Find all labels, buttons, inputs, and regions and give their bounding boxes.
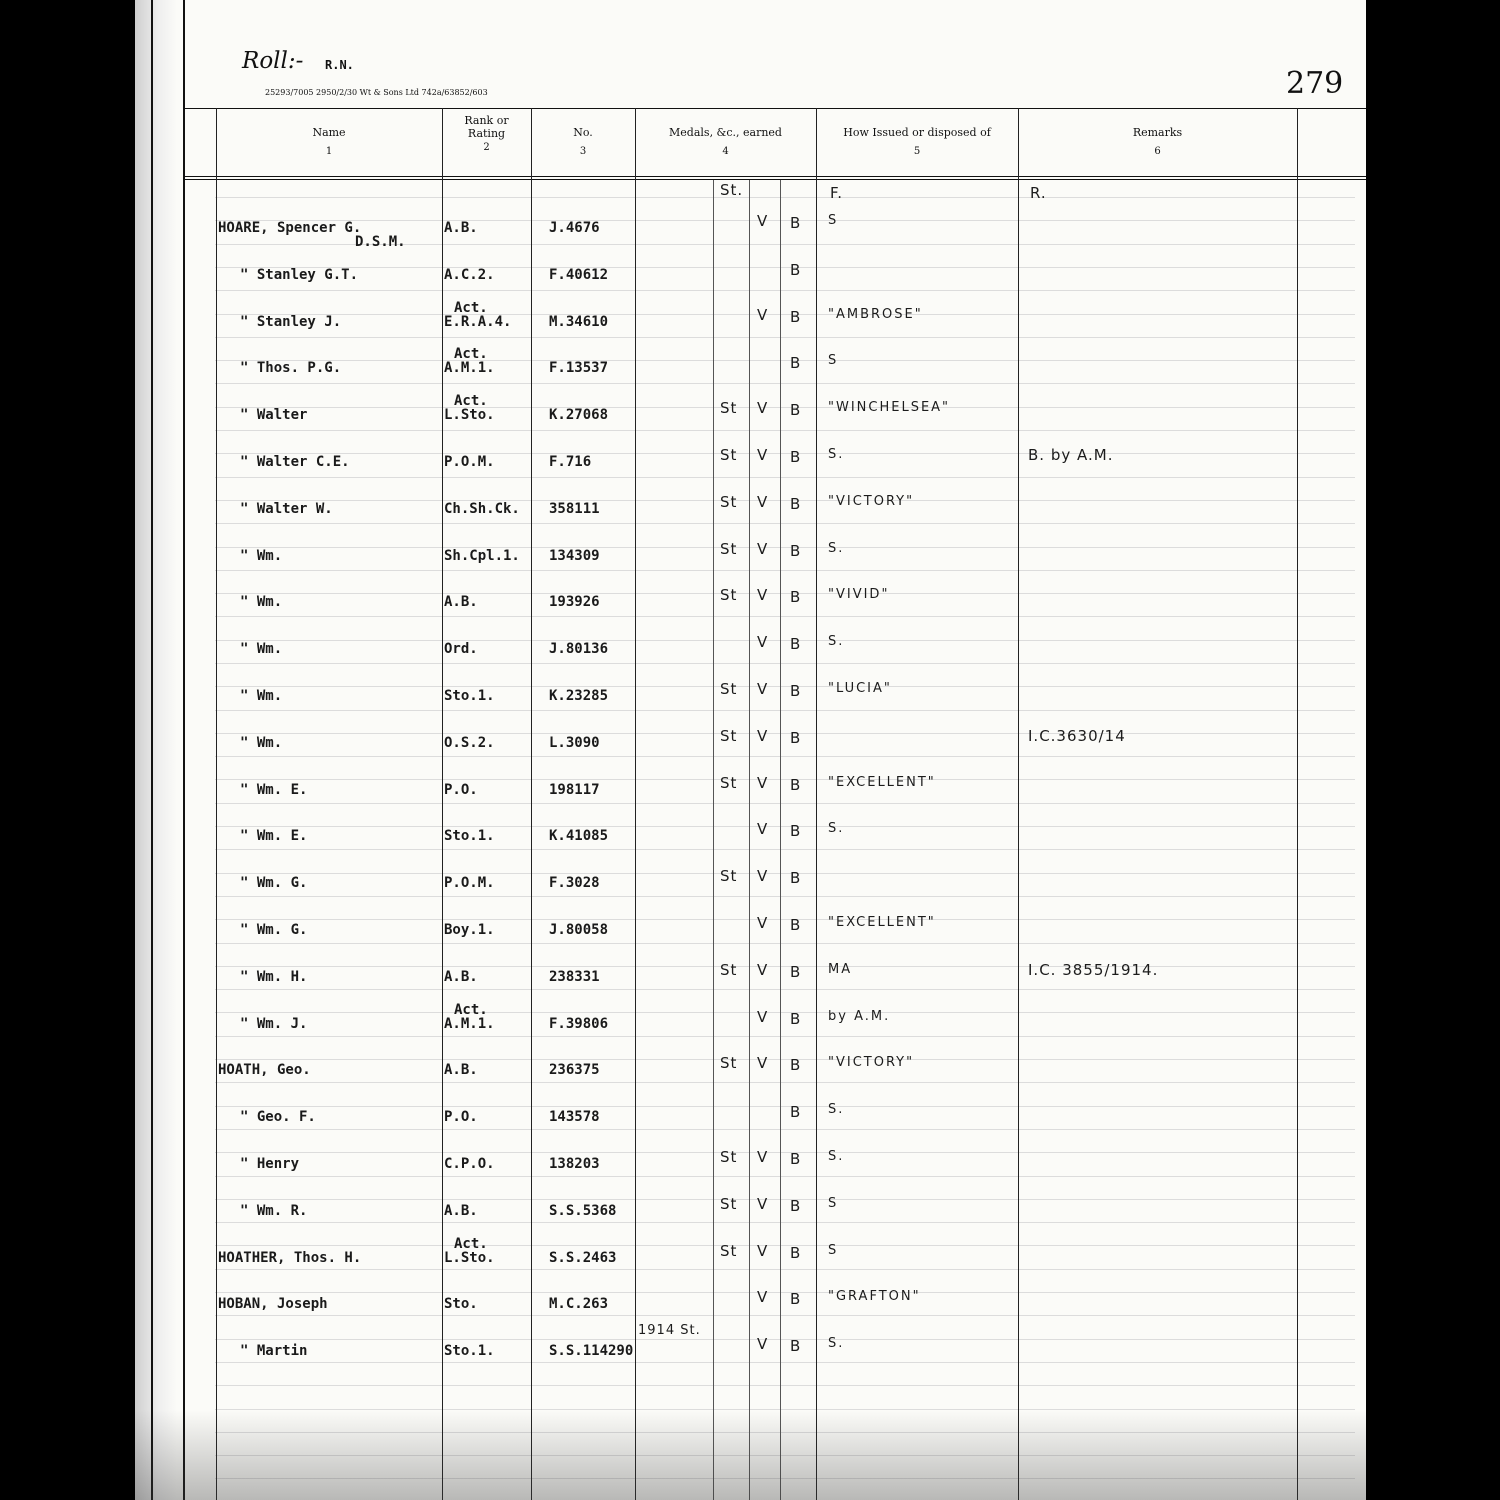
ruled-line xyxy=(215,1012,1355,1013)
medal-british-mark: B xyxy=(790,635,802,653)
entry-rank: Boy.1. xyxy=(444,922,495,938)
ruled-line xyxy=(215,1222,1355,1223)
medal-british-mark: B xyxy=(790,1290,802,1308)
ruled-line xyxy=(215,267,1355,268)
entry-issued: "WINCHELSEA" xyxy=(828,400,951,415)
entry-rank: O.S.2. xyxy=(444,735,495,751)
medal-british-mark: B xyxy=(790,729,802,747)
entry-rank: A.B. xyxy=(444,1203,478,1219)
entry-name: " Wm. G. xyxy=(240,875,308,891)
header-top-rule xyxy=(183,108,1366,109)
medal-subcolumn-separator xyxy=(749,180,750,1500)
entry-name: " Wm. H. xyxy=(240,969,308,985)
ruled-line xyxy=(215,1269,1355,1270)
entry-issued: S xyxy=(828,353,839,368)
entry-issued: "VICTORY" xyxy=(828,494,915,509)
medal-subcolumn-separator xyxy=(780,180,781,1500)
ruled-line xyxy=(215,1339,1355,1340)
entry-number: K.27068 xyxy=(549,407,609,423)
entry-rank-line2: L.Sto. xyxy=(444,1250,495,1266)
entry-name: " Wm. xyxy=(240,594,283,610)
medal-british-mark: B xyxy=(790,869,802,887)
medal-british-mark: B xyxy=(790,214,802,232)
entry-name: HOATH, Geo. xyxy=(218,1062,311,1078)
entry-issued: S. xyxy=(828,447,845,462)
medal-victory-mark: V xyxy=(757,493,769,511)
medal-british-mark: B xyxy=(790,1150,802,1168)
entry-number: J.80058 xyxy=(549,922,609,938)
header-bottom-rule xyxy=(183,179,1366,180)
st-column-mark: St. xyxy=(720,181,744,199)
entry-rank: P.O.M. xyxy=(444,875,495,891)
entry-number: 134309 xyxy=(549,548,600,564)
ruled-line xyxy=(215,500,1355,501)
medal-victory-mark: V xyxy=(757,586,769,604)
medal-victory-mark: V xyxy=(757,446,769,464)
entry-rank-line2: E.R.A.4. xyxy=(444,314,512,330)
entry-number: 358111 xyxy=(549,501,600,517)
medal-british-mark: B xyxy=(790,261,802,279)
entry-issued: S. xyxy=(828,1149,845,1164)
column-separator xyxy=(1018,108,1019,1500)
header-bottom-rule xyxy=(183,176,1366,177)
medal-british-mark: B xyxy=(790,963,802,981)
entry-rank: A.B. xyxy=(444,594,478,610)
ruled-line xyxy=(215,290,1355,291)
ruled-line xyxy=(215,337,1355,338)
column-header-remarks: Remarks 6 xyxy=(1132,126,1183,157)
entry-name: " Wm. xyxy=(240,688,283,704)
entry-name: " Geo. F. xyxy=(240,1109,316,1125)
entry-issued: "VICTORY" xyxy=(828,1055,915,1070)
entry-number: M.C.263 xyxy=(549,1296,609,1312)
medal-british-mark: B xyxy=(790,1056,802,1074)
entry-issued: by A.M. xyxy=(828,1009,891,1024)
medal-star-mark: St xyxy=(720,540,738,558)
entry-number: L.3090 xyxy=(549,735,600,751)
medal-victory-mark: V xyxy=(757,1195,769,1213)
entry-number: 193926 xyxy=(549,594,600,610)
entry-name: " Stanley G.T. xyxy=(240,267,359,283)
medal-victory-mark: V xyxy=(757,399,769,417)
column-separator xyxy=(1297,108,1298,1500)
entry-number: M.34610 xyxy=(549,314,609,330)
medal-star-mark: St xyxy=(720,680,738,698)
column-separator xyxy=(216,108,217,1500)
entry-number: S.S.2463 xyxy=(549,1250,617,1266)
column-header-issued: How Issued or disposed of 5 xyxy=(843,126,991,157)
entry-number: 138203 xyxy=(549,1156,600,1172)
entry-issued: S. xyxy=(828,1336,845,1351)
margin-line xyxy=(183,0,185,1500)
entry-issued: "EXCELLENT" xyxy=(828,915,936,930)
medal-british-mark: B xyxy=(790,354,802,372)
ruled-line xyxy=(215,1478,1355,1479)
entry-name: " Wm. E. xyxy=(240,782,308,798)
ruled-line xyxy=(215,616,1355,617)
entry-name: HOATHER, Thos. H. xyxy=(218,1250,362,1266)
ruled-line xyxy=(215,477,1355,478)
entry-rank-line2: L.Sto. xyxy=(444,407,495,423)
ruled-line xyxy=(215,197,1355,198)
entry-rank: Sto.1. xyxy=(444,688,495,704)
entry-name: " Wm. xyxy=(240,548,283,564)
medal-star-mark: St xyxy=(720,867,738,885)
medal-british-mark: B xyxy=(790,448,802,466)
ruled-line xyxy=(215,1245,1355,1246)
entry-name: HOBAN, Joseph xyxy=(218,1296,328,1312)
ruled-line xyxy=(215,523,1355,524)
medal-victory-mark: V xyxy=(757,306,769,324)
medal-british-mark: B xyxy=(790,495,802,513)
medal-star-mark: St xyxy=(720,446,738,464)
entry-name: " Thos. P.G. xyxy=(240,360,342,376)
ruled-line xyxy=(215,593,1355,594)
medal-victory-mark: V xyxy=(757,914,769,932)
entry-number: F.40612 xyxy=(549,267,609,283)
ruled-line xyxy=(215,1455,1355,1456)
medal-subcolumn-separator xyxy=(713,180,714,1500)
ruled-line xyxy=(215,779,1355,780)
entry-number: S.S.114290 xyxy=(549,1343,634,1359)
ruled-line xyxy=(215,943,1355,944)
ruled-line xyxy=(215,1036,1355,1037)
medal-victory-mark: V xyxy=(757,680,769,698)
issued-column-mark: F. xyxy=(830,184,843,202)
medal-victory-mark: V xyxy=(757,961,769,979)
column-header-number: No. 3 xyxy=(573,126,593,157)
entry-rank: A.B. xyxy=(444,969,478,985)
medal-star-mark: St xyxy=(720,961,738,979)
medal-star-mark: St xyxy=(720,1242,738,1260)
entry-name: " Wm. E. xyxy=(240,828,308,844)
binding-spine xyxy=(135,0,177,1500)
column-header-rank: Rank or Rating 2 xyxy=(464,114,509,153)
entry-rank: A.C.2. xyxy=(444,267,495,283)
entry-name: HOARE, Spencer G. xyxy=(218,220,362,236)
medal-british-mark: B xyxy=(790,1197,802,1215)
entry-rank-line2: A.M.1. xyxy=(444,1016,495,1032)
column-separator xyxy=(635,108,636,1500)
star-1914-note: 1914 St. xyxy=(638,1323,701,1338)
medal-star-mark: St xyxy=(720,493,738,511)
entry-name: " Walter W. xyxy=(240,501,333,517)
entry-rank: P.O. xyxy=(444,782,478,798)
entry-issued: S xyxy=(828,213,839,228)
entry-rank: Act. xyxy=(454,300,488,316)
medal-victory-mark: V xyxy=(757,633,769,651)
medal-star-mark: St xyxy=(720,1195,738,1213)
medal-british-mark: B xyxy=(790,776,802,794)
entry-issued: S. xyxy=(828,541,845,556)
entry-issued: "GRAFTON" xyxy=(828,1289,921,1304)
ruled-line xyxy=(215,733,1355,734)
medal-victory-mark: V xyxy=(757,774,769,792)
entry-rank: Sto.1. xyxy=(444,1343,495,1359)
ruled-line xyxy=(215,1292,1355,1293)
entry-rank: A.B. xyxy=(444,220,478,236)
ruled-line xyxy=(215,1432,1355,1433)
entry-number: S.S.5368 xyxy=(549,1203,617,1219)
medal-british-mark: B xyxy=(790,1010,802,1028)
medal-british-mark: B xyxy=(790,682,802,700)
roll-value: R.N. xyxy=(325,58,354,72)
entry-issued: S xyxy=(828,1243,839,1258)
ruled-line xyxy=(215,314,1355,315)
entry-number: 143578 xyxy=(549,1109,600,1125)
entry-number: F.13537 xyxy=(549,360,609,376)
entry-number: F.39806 xyxy=(549,1016,609,1032)
medal-star-mark: St xyxy=(720,586,738,604)
entry-name: " Wm. J. xyxy=(240,1016,308,1032)
ledger-page xyxy=(135,0,1366,1500)
medal-british-mark: B xyxy=(790,542,802,560)
entry-number: F.716 xyxy=(549,454,592,470)
entry-issued: "AMBROSE" xyxy=(828,307,923,322)
medal-victory-mark: V xyxy=(757,212,769,230)
ruled-line xyxy=(215,756,1355,757)
entry-remarks: I.C. 3855/1914. xyxy=(1028,961,1159,979)
roll-label: Roll:- xyxy=(242,48,304,74)
ruled-line xyxy=(215,849,1355,850)
ruled-line xyxy=(215,1129,1355,1130)
entry-number: 236375 xyxy=(549,1062,600,1078)
ruled-line xyxy=(215,1152,1355,1153)
medal-star-mark: St xyxy=(720,774,738,792)
ruled-line xyxy=(215,966,1355,967)
entry-rank: Sh.Cpl.1. xyxy=(444,548,520,564)
medal-victory-mark: V xyxy=(757,1008,769,1026)
medal-star-mark: St xyxy=(720,1054,738,1072)
ruled-line xyxy=(215,1315,1355,1316)
entry-rank-line2: A.M.1. xyxy=(444,360,495,376)
medal-british-mark: B xyxy=(790,822,802,840)
entry-honour: D.S.M. xyxy=(355,234,406,250)
entry-issued: MA xyxy=(828,962,853,977)
ruled-line xyxy=(215,1385,1355,1386)
ruled-line xyxy=(215,430,1355,431)
entry-number: K.41085 xyxy=(549,828,609,844)
medal-british-mark: B xyxy=(790,308,802,326)
entry-issued: S. xyxy=(828,1102,845,1117)
medal-star-mark: St xyxy=(720,399,738,417)
ruled-line xyxy=(215,220,1355,221)
ruled-line xyxy=(215,919,1355,920)
entry-issued: "VIVID" xyxy=(828,587,890,602)
ruled-line xyxy=(215,663,1355,664)
medal-star-mark: St xyxy=(720,727,738,745)
medal-victory-mark: V xyxy=(757,540,769,558)
ruled-line xyxy=(215,640,1355,641)
medal-victory-mark: V xyxy=(757,1335,769,1353)
page-number: 279 xyxy=(1286,66,1344,101)
entry-name: " Stanley J. xyxy=(240,314,342,330)
entry-rank: Act. xyxy=(454,346,488,362)
ruled-line xyxy=(215,1176,1355,1177)
entry-rank: Act. xyxy=(454,1002,488,1018)
medal-victory-mark: V xyxy=(757,867,769,885)
ruled-line xyxy=(215,360,1355,361)
entry-remarks: I.C.3630/14 xyxy=(1028,727,1126,745)
ruled-line xyxy=(215,803,1355,804)
entry-number: 238331 xyxy=(549,969,600,985)
entry-rank: C.P.O. xyxy=(444,1156,495,1172)
medal-victory-mark: V xyxy=(757,1148,769,1166)
entry-rank: Ch.Sh.Ck. xyxy=(444,501,520,517)
ruled-line xyxy=(215,383,1355,384)
entry-rank: Act. xyxy=(454,1236,488,1252)
column-separator xyxy=(816,108,817,1500)
ruled-line xyxy=(215,407,1355,408)
medal-british-mark: B xyxy=(790,1103,802,1121)
ruled-line xyxy=(215,1059,1355,1060)
ruled-line xyxy=(215,989,1355,990)
column-header-medals: Medals, &c., earned 4 xyxy=(669,126,782,157)
margin-line xyxy=(151,0,153,1500)
entry-remarks: B. by A.M. xyxy=(1028,446,1114,464)
ruled-line xyxy=(215,826,1355,827)
medal-british-mark: B xyxy=(790,916,802,934)
entry-name: " Martin xyxy=(240,1343,308,1359)
entry-rank: Sto.1. xyxy=(444,828,495,844)
ruled-line xyxy=(215,1106,1355,1107)
ruled-line xyxy=(215,1362,1355,1363)
entry-number: K.23285 xyxy=(549,688,609,704)
ruled-line xyxy=(215,686,1355,687)
entry-name: " Wm. xyxy=(240,641,283,657)
entry-issued: "EXCELLENT" xyxy=(828,775,936,790)
entry-number: F.3028 xyxy=(549,875,600,891)
remarks-column-mark: R. xyxy=(1030,184,1047,202)
medal-british-mark: B xyxy=(790,1244,802,1262)
column-separator xyxy=(442,108,443,1500)
ruled-line xyxy=(215,1199,1355,1200)
ruled-line xyxy=(215,896,1355,897)
entry-issued: "LUCIA" xyxy=(828,681,892,696)
medal-victory-mark: V xyxy=(757,727,769,745)
printer-imprint: 25293/7005 2950/2/30 Wt & Sons Ltd 742a/63852/603 xyxy=(265,88,488,97)
entry-name: " Walter xyxy=(240,407,308,423)
entry-name: " Henry xyxy=(240,1156,300,1172)
ruled-line xyxy=(215,453,1355,454)
entry-rank: Act. xyxy=(454,393,488,409)
entry-rank: P.O.M. xyxy=(444,454,495,470)
ruled-line xyxy=(215,1409,1355,1410)
entry-rank: Ord. xyxy=(444,641,478,657)
entry-issued: S. xyxy=(828,634,845,649)
ruled-line xyxy=(215,1082,1355,1083)
entry-name: " Wm. G. xyxy=(240,922,308,938)
entry-rank: Sto. xyxy=(444,1296,478,1312)
medal-british-mark: B xyxy=(790,588,802,606)
entry-number: 198117 xyxy=(549,782,600,798)
medal-star-mark: St xyxy=(720,1148,738,1166)
entry-rank: A.B. xyxy=(444,1062,478,1078)
ruled-line xyxy=(215,710,1355,711)
ruled-line xyxy=(215,547,1355,548)
medal-british-mark: B xyxy=(790,401,802,419)
medal-victory-mark: V xyxy=(757,820,769,838)
medal-victory-mark: V xyxy=(757,1242,769,1260)
ruled-line xyxy=(215,873,1355,874)
medal-victory-mark: V xyxy=(757,1054,769,1072)
entry-number: J.4676 xyxy=(549,220,600,236)
entry-name: " Wm. R. xyxy=(240,1203,308,1219)
medal-british-mark: B xyxy=(790,1337,802,1355)
entry-issued: S. xyxy=(828,821,845,836)
ruled-line xyxy=(215,570,1355,571)
entry-number: J.80136 xyxy=(549,641,609,657)
column-separator xyxy=(531,108,532,1500)
column-header-name: Name 1 xyxy=(312,126,346,157)
entry-name: " Wm. xyxy=(240,735,283,751)
entry-issued: S xyxy=(828,1196,839,1211)
medal-victory-mark: V xyxy=(757,1288,769,1306)
entry-rank: P.O. xyxy=(444,1109,478,1125)
entry-name: " Walter C.E. xyxy=(240,454,350,470)
